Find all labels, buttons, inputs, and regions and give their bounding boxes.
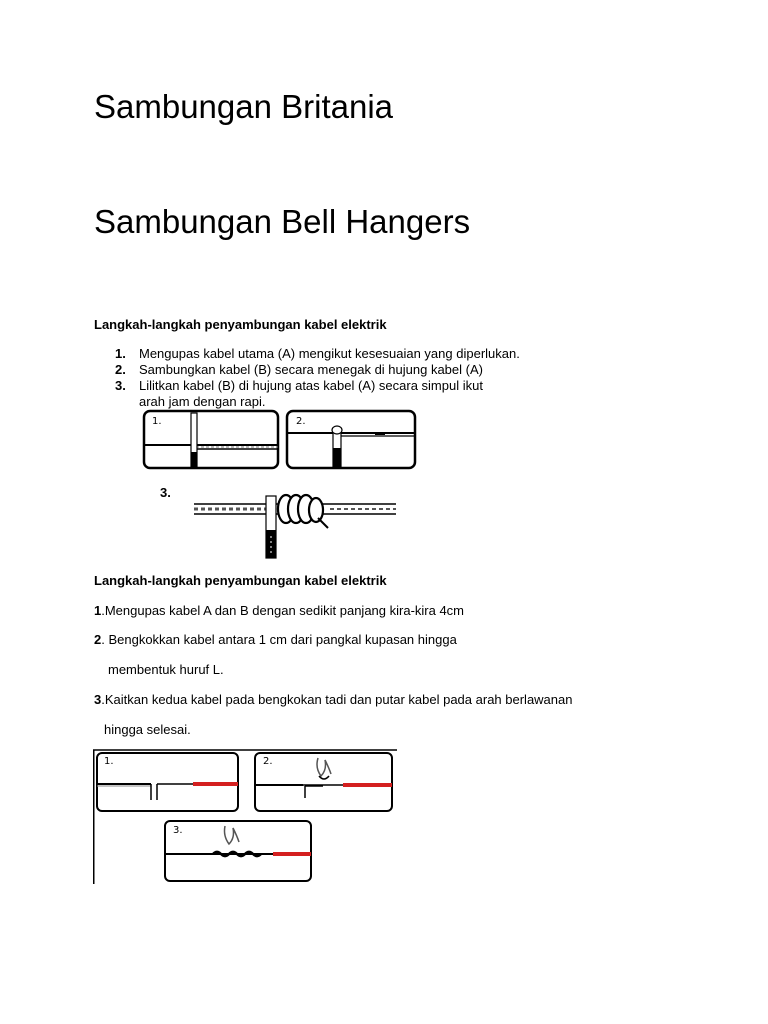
wire-coils [278,495,323,523]
britania-figure-panel-3 [165,821,311,881]
bell-hangers-figure-step-3-label: 3. [160,485,171,500]
britania-figure-panel-2-label: 2. [263,756,273,767]
section2-step-1: 1.Mengupas kabel A dan B dengan sedikit panjang kira-kira 4cm [94,603,465,618]
section1-step-2: 2. Sambungkan kabel (B) secara menegak di hujung kabel (A) [115,362,483,377]
bell-hangers-figure-step-3 [190,490,402,558]
title-sambungan-britania: Sambungan Britania [94,88,394,125]
section1-step-3-cont: arah jam dengan rapi. [139,394,266,409]
britania-figure-panel-2 [255,753,392,811]
section2-heading: Langkah-langkah penyambungan kabel elektrik [94,573,387,588]
britania-figure-panel-1-label: 1. [104,756,114,767]
section1-step-3: 3. Lilitkan kabel (B) di hujung atas kabel (A) secara simpul ikut [115,378,483,393]
section2-step-2: 2. Bengkokkan kabel antara 1 cm dari pangkal kupasan hingga [94,632,457,647]
figure-panel-2 [287,411,415,468]
figure-panel-1 [144,411,278,468]
figure-panel-2-label: 2. [296,416,306,427]
britania-figure-panel-3-label: 3. [173,825,183,836]
britania-figure-panel-1 [97,753,238,811]
section2-step-3-cont: hingga selesai. [104,722,191,737]
section2-step-3: 3.Kaitkan kedua kabel pada bengkokan tadi dan putar kabel pada arah berlawanan [94,692,573,707]
section1-step-1: 1. Mengupas kabel utama (A) mengikut kesesuaian yang diperlukan. [115,346,520,361]
section2-step-2-cont: membentuk huruf L. [108,662,224,677]
figure-panel-1-label: 1. [152,416,162,427]
britania-figure [93,750,397,885]
title-sambungan-bell-hangers: Sambungan Bell Hangers [94,203,471,240]
bell-hangers-figure-steps-1-2 [140,408,420,472]
section1-heading: Langkah-langkah penyambungan kabel elektrik [94,317,387,332]
